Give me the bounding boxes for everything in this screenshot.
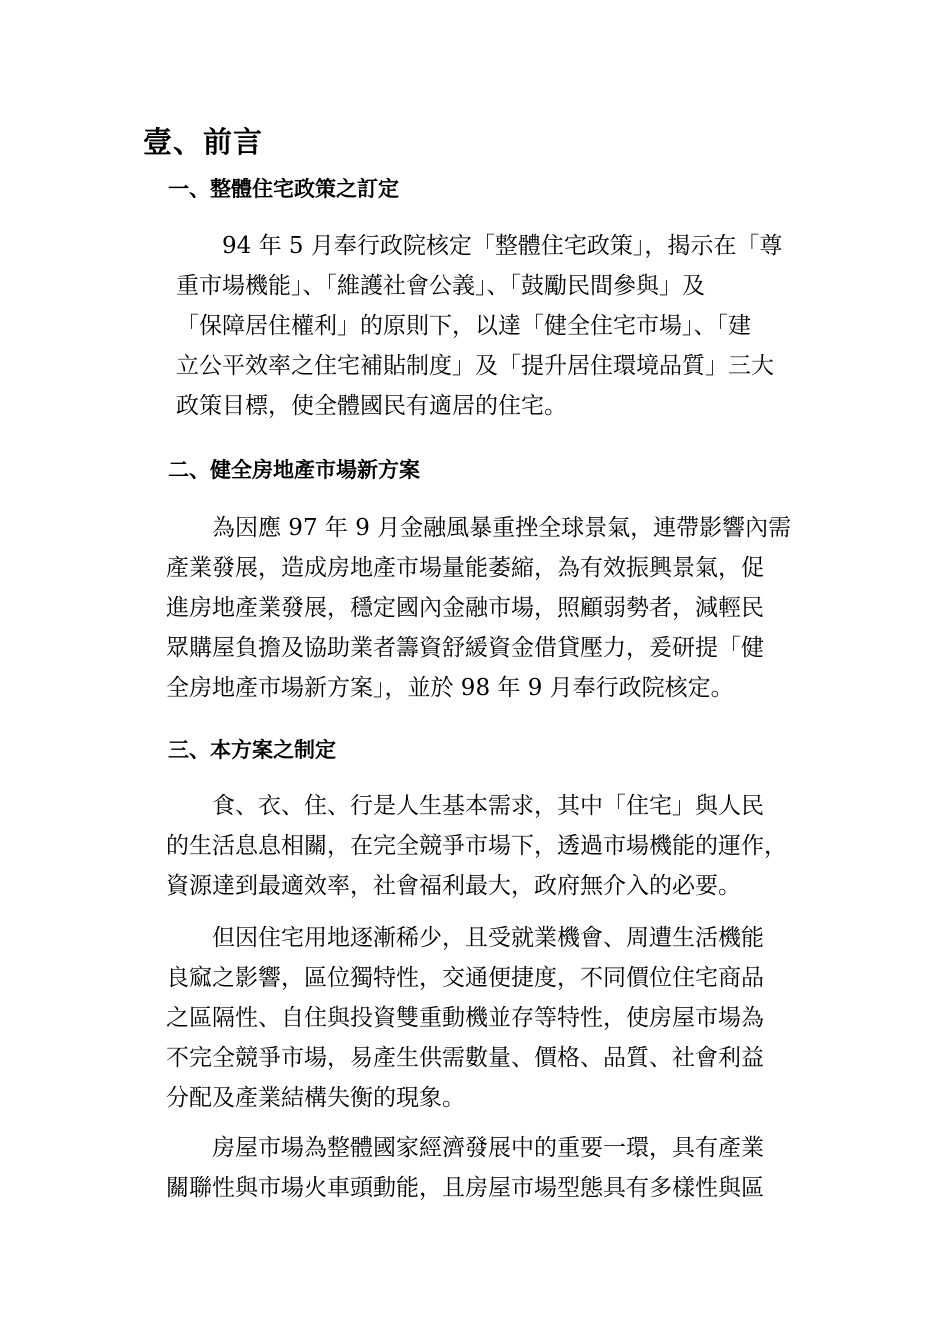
- section-2-paragraph-1: [166, 508, 806, 708]
- text-line: 進房地產業發展，穩定國內金融市場，照顧弱勢者，減輕民: [166, 595, 764, 621]
- text-line: 94 年 5 月奉行政院核定「整體住宅政策」，揭示在「尊: [222, 233, 783, 259]
- text-line: 產業發展，造成房地產市場量能萎縮，為有效振興景氣，促: [166, 555, 764, 581]
- text-line: 政策目標，使全體國民有適居的住宅。: [176, 393, 567, 419]
- section-1-paragraph-1: [176, 226, 816, 426]
- section-3-paragraph-3: [166, 1128, 806, 1208]
- text-line: 良窳之影響，區位獨特性，交通便捷度，不同價位住宅商品: [166, 965, 764, 991]
- text-line: 之區隔性、自住與投資雙重動機並存等特性，使房屋市場為: [166, 1005, 764, 1031]
- text-line: 房屋市場為整體國家經濟發展中的重要一環，具有產業: [212, 1135, 764, 1161]
- text-line: 立公平效率之住宅補貼制度」及「提升居住環境品質」三大: [176, 353, 774, 379]
- text-line: 不完全競爭市場，易產生供需數量、價格、品質、社會利益: [166, 1045, 764, 1071]
- section-3-paragraph-1: [166, 786, 806, 906]
- section-3-paragraph-2: [166, 918, 806, 1118]
- section-title-2: 二、健全房地產市場新方案: [168, 457, 420, 482]
- section-title-1: 一、整體住宅政策之訂定: [168, 176, 399, 201]
- text-line: 資源達到最適效率，社會福利最大，政府無介入的必要。: [166, 873, 741, 899]
- text-line: 但因住宅用地逐漸稀少，且受就業機會、周遭生活機能: [212, 925, 764, 951]
- text-line: 全房地產市場新方案」，並於 98 年 9 月奉行政院核定。: [166, 675, 734, 701]
- text-line: 關聯性與市場火車頭動能，且房屋市場型態具有多樣性與區: [166, 1175, 764, 1201]
- section-title-3: 三、本方案之制定: [168, 737, 336, 762]
- text-line: 「保障居住權利」的原則下，以達「健全住宅市場」、「建: [176, 313, 751, 339]
- text-line: 分配及產業結構失衡的現象。: [166, 1085, 465, 1111]
- chapter-title: 壹、前言: [143, 125, 264, 159]
- text-line: 的生活息息相關，在完全競爭市場下，透過市場機能的運作，: [166, 833, 787, 859]
- text-line: 食、衣、住、行是人生基本需求，其中「住宅」與人民: [212, 793, 764, 819]
- text-line: 為因應 97 年 9 月金融風暴重挫全球景氣，連帶影響內需: [212, 515, 792, 541]
- text-line: 重市場機能」、「維護社會公義」、「鼓勵民間參與」及: [176, 273, 705, 299]
- text-line: 眾購屋負擔及協助業者籌資舒緩資金借貸壓力，爰研提「健: [166, 635, 764, 661]
